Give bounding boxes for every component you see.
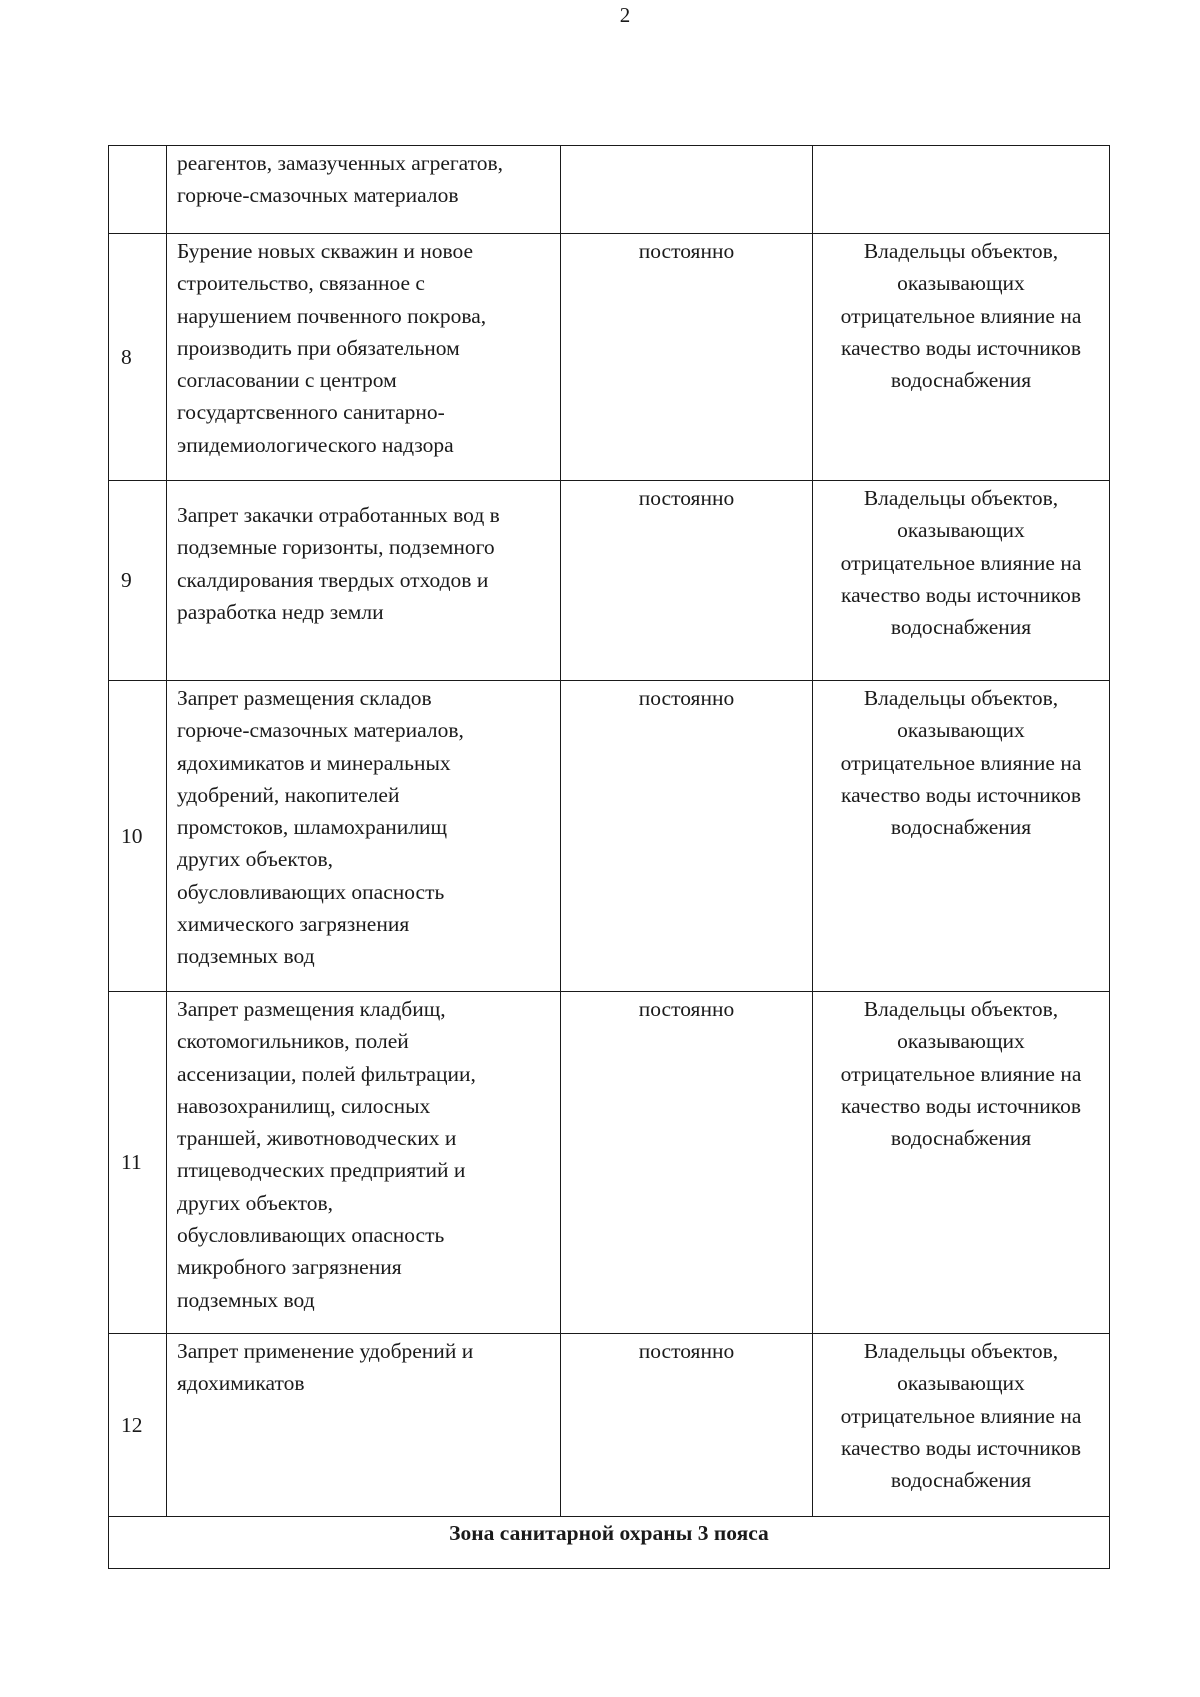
measure-line: скалдирования твердых отходов и [177,567,489,592]
owner-line: качество воды источников [840,1093,1082,1118]
row-number-cell [109,146,167,234]
owner-line: водоснабжения [890,615,1032,640]
measure-line: нарушением почвенного покрова, [177,303,487,328]
owner-line: отрицательное влияние на [840,750,1082,775]
measure-line: Запрет размещения складов [177,686,432,710]
table-row [109,234,1110,481]
measure-line: Запрет размещения кладбищ, [177,997,446,1021]
measure-line: разработка недр земли [177,599,384,624]
owner-cell [813,1334,1110,1517]
owner-line: водоснабжения [890,368,1032,393]
owner-line: отрицательное влияние на [840,1061,1082,1086]
measure-line: подземных вод [177,1287,315,1312]
owner-line: Владельцы объектов, [863,686,1059,710]
measure-line: подземные горизонты, подземного [177,535,495,560]
measure-line: птицеводческих предприятий и [177,1158,466,1183]
measure-line: реагентов, замазученных агрегатов, [177,151,504,175]
measures-table [108,145,1110,1569]
owner-line: качество воды источников [840,335,1082,360]
measure-line: государтсвенного санитарно- [177,400,445,425]
measure-line: ассенизации, полей фильтрации, [177,1061,476,1086]
row-number-cell: 10 [109,681,167,992]
measure-line: обусловливающих опасность [177,879,445,904]
table-row [109,481,1110,681]
page-number: 2 [619,3,631,27]
zone-heading-row [109,1517,1110,1569]
measure-line: микробного загрязнения [177,1255,402,1280]
owner-line: оказывающих [897,718,1025,743]
measure-cell [167,992,561,1334]
measure-line: обусловливающих опасность [177,1223,445,1248]
measure-line: горюче-смазочных материалов, [177,718,464,743]
period-cell: постоянно [561,481,813,681]
measure-cell [167,1334,561,1517]
owner-line: оказывающих [897,518,1025,543]
owner-line: водоснабжения [890,1468,1032,1493]
owner-line: отрицательное влияние на [840,303,1082,328]
measure-cell [167,681,561,992]
row-number-cell: 8 [109,234,167,481]
measure-cell [167,146,561,234]
measure-line: производить при обязательном [177,335,460,360]
measure-line: согласовании с центром [177,368,397,393]
owner-line: отрицательное влияние на [840,550,1082,575]
measure-line: скотомогильников, полей [177,1029,409,1054]
period-cell: постоянно [561,1334,813,1517]
measure-line: других объектов, [177,1190,333,1215]
period-cell: постоянно [561,234,813,481]
owner-line: Владельцы объектов, [863,1339,1059,1363]
measure-line: химического загрязнения [177,912,410,937]
measure-line: ядохимикатов и минеральных [177,750,451,775]
table-row [109,1334,1110,1517]
row-number-cell: 11 [109,992,167,1334]
row-number-cell: 9 [109,481,167,681]
measure-line: удобрений, накопителей [177,782,400,807]
measure-line: ядохимикатов [177,1371,305,1396]
row-number-cell: 12 [109,1334,167,1517]
owner-line: Владельцы объектов, [863,997,1059,1021]
owner-line: оказывающих [897,1371,1025,1396]
owner-cell [813,681,1110,992]
owner-cell [813,992,1110,1334]
owner-line: Владельцы объектов, [863,486,1059,510]
measure-cell [167,481,561,681]
owner-line: качество воды источников [840,1435,1082,1460]
measure-line: Запрет закачки отработанных вод в [177,503,500,527]
owner-line: качество воды источников [840,582,1082,607]
zone-heading: Зона санитарной охраны 3 пояса [109,1517,1110,1569]
owner-line: водоснабжения [890,815,1032,840]
period-cell: постоянно [561,681,813,992]
table-row [109,681,1110,992]
measure-line: горюче-смазочных материалов [177,183,459,208]
owner-cell [813,234,1110,481]
measure-line: навозохранилищ, силосных [177,1093,431,1118]
owner-line: Владельцы объектов, [863,239,1059,263]
measure-line: эпидемиологического надзора [177,432,454,457]
owner-line: отрицательное влияние на [840,1403,1082,1428]
measure-line: Запрет применение удобрений и [177,1339,474,1363]
measure-cell [167,234,561,481]
measure-line: подземных вод [177,944,315,969]
table-row-continuation [109,146,1110,234]
table-row [109,992,1110,1334]
owner-line: качество воды источников [840,782,1082,807]
owner-line: водоснабжения [890,1126,1032,1151]
owner-cell [813,146,1110,234]
measure-line: Бурение новых скважин и новое [177,239,474,263]
measure-line: строительство, связанное с [177,271,425,296]
period-cell: постоянно [561,992,813,1334]
measure-line: промстоков, шламохранилищ [177,815,448,840]
period-cell [561,146,813,234]
measure-line: других объектов, [177,847,333,872]
owner-cell [813,481,1110,681]
owner-line: оказывающих [897,271,1025,296]
owner-line: оказывающих [897,1029,1025,1054]
measure-line: траншей, животноводческих и [177,1126,457,1151]
